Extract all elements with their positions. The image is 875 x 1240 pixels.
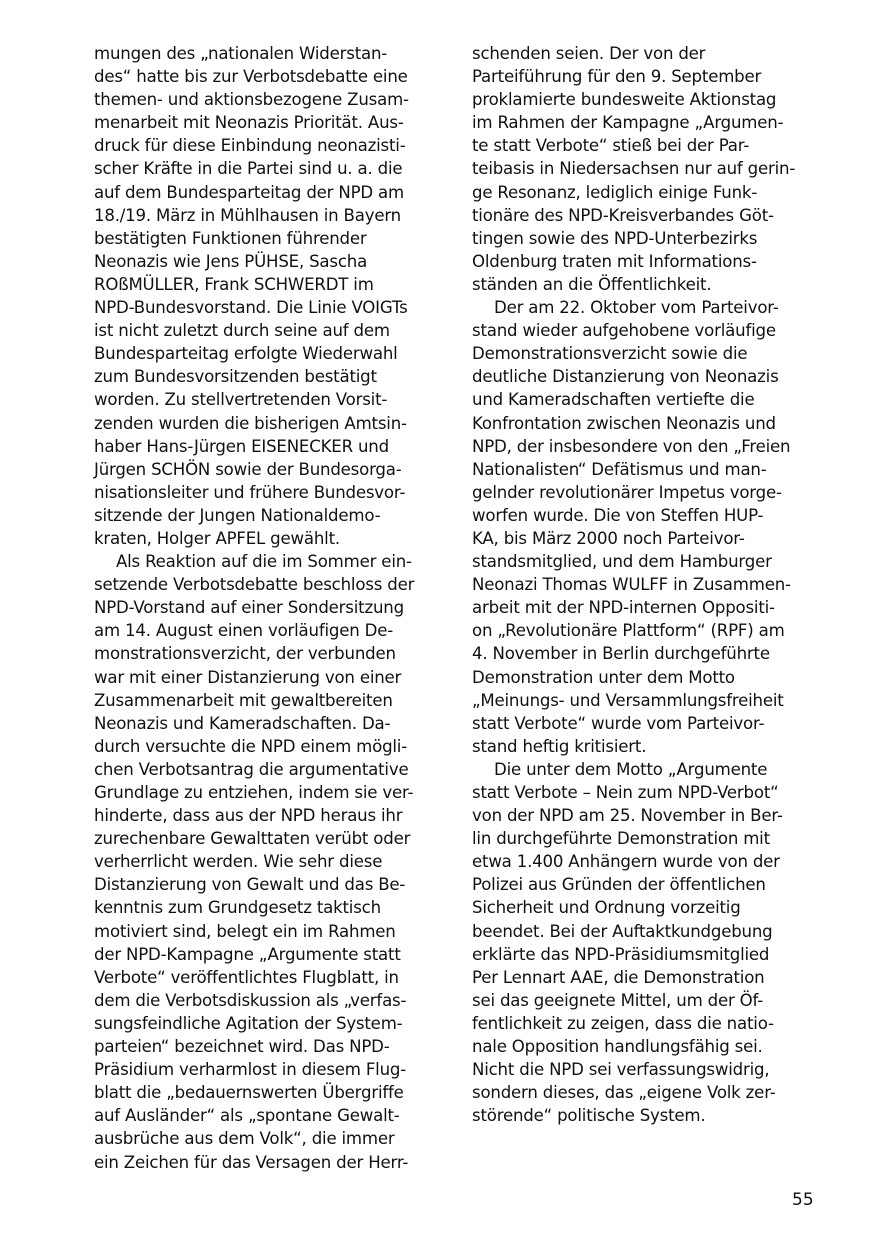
text-line: tionäre des NPD-Kreisverbandes Göt- bbox=[472, 205, 774, 225]
text-line: monstrationsverzicht, der verbunden bbox=[94, 644, 396, 664]
text-line: stand heftig kritisiert. bbox=[472, 736, 647, 756]
text-line: „Meinungs- und Versammlungsfreiheit bbox=[472, 690, 784, 710]
text-line: blatt die „bedauernswerten Übergriffe bbox=[94, 1083, 404, 1103]
text-line: schenden seien. Der von der bbox=[472, 44, 706, 63]
text-line: Oldenburg traten mit Informations- bbox=[472, 251, 757, 271]
text-line: Jürgen SCHÖN sowie der Bundesorga- bbox=[94, 459, 402, 479]
text-line: druck für diese Einbindung neonazisti- bbox=[94, 136, 406, 156]
text-line: Demonstrationsverzicht sowie die bbox=[472, 344, 748, 364]
text-line: Konfrontation zwischen Neonazis und bbox=[472, 413, 776, 433]
paragraph-start-line: Als Reaktion auf die im Sommer ein- bbox=[116, 552, 412, 572]
text-line: Zusammenarbeit mit gewaltbereiten bbox=[94, 690, 393, 710]
text-line: worden. Zu stellvertretenden Vorsit- bbox=[94, 390, 388, 410]
text-line: im Rahmen der Kampagne „Argumen- bbox=[472, 113, 784, 133]
text-line: 4. November in Berlin durchgeführte bbox=[472, 644, 770, 664]
text-line: chen Verbotsantrag die argumentative bbox=[94, 759, 409, 779]
text-line: NPD, der insbesondere von den „Freien bbox=[472, 436, 791, 456]
text-line: fentlichkeit zu zeigen, dass die natio- bbox=[472, 1013, 774, 1033]
text-line: beendet. Bei der Auftaktkundgebung bbox=[472, 921, 773, 941]
page-number: 55 bbox=[792, 1190, 814, 1210]
text-line: etwa 1.400 Anhängern wurde von der bbox=[472, 852, 780, 872]
paragraph-start-line: Der am 22. Oktober vom Parteivor- bbox=[494, 298, 779, 318]
text-line: haber Hans-Jürgen EISENECKER und bbox=[94, 436, 389, 456]
text-line: 18./19. März in Mühlhausen in Bayern bbox=[94, 205, 401, 225]
text-line: setzende Verbotsdebatte beschloss der bbox=[94, 575, 415, 595]
text-line: on „Revolutionäre Plattform“ (RPF) am bbox=[472, 621, 785, 641]
text-line: zurechenbare Gewalttaten verübt oder bbox=[94, 829, 411, 849]
text-line: nisationsleiter und frühere Bundesvor- bbox=[94, 482, 406, 502]
text-line: statt Verbote“ wurde vom Parteivor- bbox=[472, 713, 765, 733]
text-line: und Kameradschaften vertiefte die bbox=[472, 390, 755, 410]
text-line: proklamierte bundesweite Aktionstag bbox=[472, 90, 777, 110]
text-line: Polizei aus Gründen der öffentlichen bbox=[472, 875, 766, 895]
text-line: ausbrüche aus dem Volk“, die immer bbox=[94, 1129, 395, 1149]
left-text-column bbox=[94, 42, 442, 1174]
text-line: te statt Verbote“ stieß bei der Par- bbox=[472, 136, 750, 156]
text-line: sungsfeindliche Agitation der System- bbox=[94, 1013, 403, 1033]
text-line: von der NPD am 25. November in Ber- bbox=[472, 806, 783, 826]
text-line: störende“ politische System. bbox=[472, 1106, 706, 1126]
text-line: bestätigten Funktionen führender bbox=[94, 228, 367, 248]
text-line: parteien“ bezeichnet wird. Das NPD- bbox=[94, 1037, 390, 1057]
text-line: Bundesparteitag erfolgte Wiederwahl bbox=[94, 344, 398, 364]
text-line: am 14. August einen vorläufigen De- bbox=[94, 621, 394, 641]
text-line: Neonazis wie Jens PÜHSE, Sascha bbox=[94, 251, 368, 271]
text-line: deutliche Distanzierung von Neonazis bbox=[472, 367, 779, 387]
text-line: Präsidium verharmlost in diesem Flug- bbox=[94, 1060, 407, 1080]
text-line: erklärte das NPD-Präsidiumsmitglied bbox=[472, 944, 770, 964]
text-line: auf dem Bundesparteitag der NPD am bbox=[94, 182, 404, 202]
text-line: verherrlicht werden. Wie sehr diese bbox=[94, 852, 383, 872]
text-line: ge Resonanz, lediglich einige Funk- bbox=[472, 182, 758, 202]
text-line: sondern dieses, das „eigene Volk zer- bbox=[472, 1083, 776, 1103]
text-line: nale Opposition handlungsfähig sei. bbox=[472, 1037, 763, 1057]
text-line: worfen wurde. Die von Steffen HUP- bbox=[472, 505, 764, 525]
text-line: arbeit mit der NPD-internen Oppositi- bbox=[472, 598, 775, 618]
text-line: Sicherheit und Ordnung vorzeitig bbox=[472, 898, 741, 918]
text-line: mungen des „nationalen Widerstan- bbox=[94, 44, 388, 63]
text-line: Parteiführung für den 9. September bbox=[472, 67, 762, 87]
text-line: Nationalisten“ Defätismus und man- bbox=[472, 459, 767, 479]
right-text-column bbox=[472, 42, 822, 1127]
text-line: ständen an die Öffentlichkeit. bbox=[472, 274, 712, 294]
text-line: des“ hatte bis zur Verbotsdebatte eine bbox=[94, 67, 408, 87]
text-line: auf Ausländer“ als „spontane Gewalt- bbox=[94, 1106, 400, 1126]
text-line: hinderte, dass aus der NPD heraus ihr bbox=[94, 806, 403, 826]
text-line: ROßMÜLLER, Frank SCHWERDT im bbox=[94, 274, 374, 294]
text-line: der NPD-Kampagne „Argumente statt bbox=[94, 944, 401, 964]
text-line: kraten, Holger APFEL gewählt. bbox=[94, 528, 340, 548]
text-line: teibasis in Niedersachsen nur auf gerin- bbox=[472, 159, 796, 179]
text-line: gelnder revolutionärer Impetus vorge- bbox=[472, 482, 782, 502]
text-line: durch versuchte die NPD einem mögli- bbox=[94, 736, 408, 756]
text-line: lin durchgeführte Demonstration mit bbox=[472, 829, 770, 849]
text-line: standsmitglied, und dem Hamburger bbox=[472, 552, 772, 572]
text-line: sei das geeignete Mittel, um der Öf- bbox=[472, 990, 764, 1010]
text-line: Distanzierung von Gewalt und das Be- bbox=[94, 875, 406, 895]
text-line: ein Zeichen für das Versagen der Herr- bbox=[94, 1152, 409, 1172]
text-line: themen- und aktionsbezogene Zusam- bbox=[94, 90, 409, 110]
text-line: NPD-Bundesvorstand. Die Linie VOIGTs bbox=[94, 298, 408, 318]
text-line: NPD-Vorstand auf einer Sondersitzung bbox=[94, 598, 404, 618]
text-line: Neonazis und Kameradschaften. Da- bbox=[94, 713, 391, 733]
text-line: zum Bundesvorsitzenden bestätigt bbox=[94, 367, 377, 387]
text-line: tingen sowie des NPD-Unterbezirks bbox=[472, 228, 758, 248]
text-line: KA, bis März 2000 noch Parteivor- bbox=[472, 528, 745, 548]
text-line: Grundlage zu entziehen, indem sie ver- bbox=[94, 783, 414, 802]
text-line: sitzende der Jungen Nationaldemo- bbox=[94, 505, 381, 525]
text-line: ist nicht zuletzt durch seine auf dem bbox=[94, 321, 390, 341]
text-line: war mit einer Distanzierung von einer bbox=[94, 667, 402, 687]
text-line: dem die Verbotsdiskussion als „verfas- bbox=[94, 990, 407, 1010]
text-line: Per Lennart AAE, die Demonstration bbox=[472, 967, 765, 987]
text-line: Nicht die NPD sei verfassungswidrig, bbox=[472, 1060, 770, 1080]
text-line: stand wieder aufgehobene vorläufige bbox=[472, 321, 776, 341]
text-line: Verbote“ veröffentlichtes Flugblatt, in bbox=[94, 967, 399, 987]
text-line: kenntnis zum Grundgesetz taktisch bbox=[94, 898, 381, 918]
text-line: Demonstration unter dem Motto bbox=[472, 667, 735, 687]
text-line: scher Kräfte in die Partei sind u. a. die bbox=[94, 159, 403, 179]
paragraph-start-line: Die unter dem Motto „Argumente bbox=[494, 759, 768, 779]
text-line: Neonazi Thomas WULFF in Zusammen- bbox=[472, 575, 791, 595]
text-line: menarbeit mit Neonazis Priorität. Aus- bbox=[94, 113, 404, 133]
text-line: motiviert sind, belegt ein im Rahmen bbox=[94, 921, 396, 941]
text-line: statt Verbote – Nein zum NPD-Verbot“ bbox=[472, 783, 779, 802]
text-line: zenden wurden die bisherigen Amtsin- bbox=[94, 413, 407, 433]
